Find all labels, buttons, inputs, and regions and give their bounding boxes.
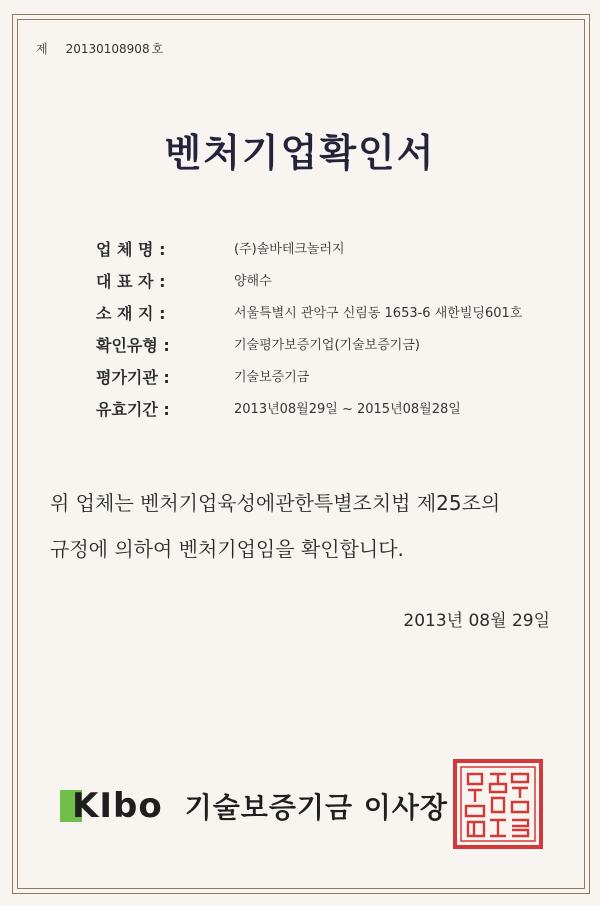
issuer-organization: 기술보증기금 이사장: [184, 791, 448, 824]
field-value: 기술평가보증기업(기술보증기금): [234, 338, 420, 353]
certificate-number-value: 20130108908: [65, 42, 150, 56]
confirmation-statement: [50, 480, 570, 572]
field-value: 양해수: [234, 274, 272, 289]
issue-date: 2013년 08월 29일: [403, 611, 550, 631]
field-value: 기술보증기금: [234, 370, 310, 385]
field-label: 소 재 지 :: [96, 304, 166, 323]
certificate-number-suffix: 호: [151, 42, 164, 56]
certificate-number: [36, 40, 163, 57]
field-label: 유효기간 :: [96, 400, 170, 419]
kibo-logo: [60, 786, 163, 826]
statement-line-2: 규정에 의하여 벤처기업임을 확인합니다.: [50, 537, 404, 561]
statement-line-1: 위 업체는 벤처기업육성에관한특별조치법 제25조의: [50, 491, 501, 515]
certificate-number-prefix: 제: [36, 42, 48, 56]
field-label: 대 표 자 :: [96, 272, 166, 291]
logo-text: KIbo: [72, 786, 163, 826]
field-value: 2013년08월29일 ~ 2015년08월28일: [234, 402, 461, 417]
field-value: (주)솔바테크놀러지: [234, 242, 345, 257]
issuer-footer: [60, 786, 448, 826]
field-label: 확인유형 :: [96, 336, 170, 355]
field-value: 서울특별시 관악구 신림동 1653-6 새한빌딩601호: [234, 306, 523, 321]
document-title: 벤처기업확인서: [164, 130, 436, 175]
field-label: 평가기관 :: [96, 368, 170, 387]
field-label: 업 체 명 :: [96, 240, 166, 259]
official-seal-icon: [452, 758, 544, 850]
